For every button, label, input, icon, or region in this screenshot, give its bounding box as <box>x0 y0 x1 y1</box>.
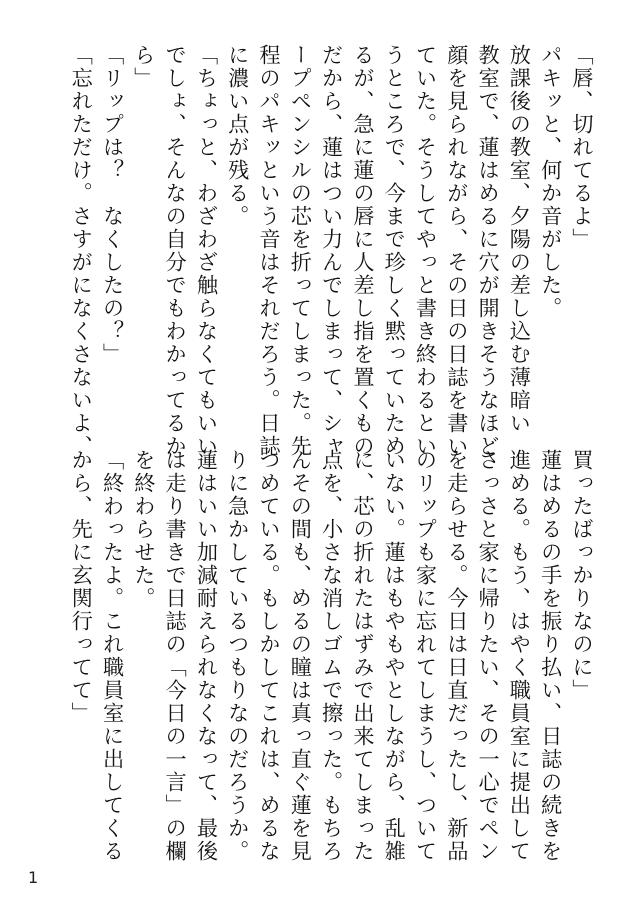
text-column: 蓮はいい加減耐えられなくなって、最後 <box>194 449 220 863</box>
text-column: だから、蓮はつい力んでしまって、シャ <box>319 44 345 458</box>
text-column: つめている。もしかしてこれは、めるな <box>257 449 283 863</box>
page-number: 1 <box>28 868 39 887</box>
text-block-bottom <box>66 449 598 863</box>
text-column: から、先に玄関行ってて」 <box>69 449 95 725</box>
text-column: を走らせる。今日は日直だったし、新品 <box>444 449 470 863</box>
text-column: 顔を見られながら、その日の日誌を書い <box>444 44 470 458</box>
text-column: 買ったばっかりなのに」 <box>570 449 595 702</box>
text-column: パキッと、何か音がした。 <box>538 44 564 320</box>
text-column: 点を、小さな消しゴムで擦った。もちろ <box>319 449 345 863</box>
text-column: ていた。そうしてやっと書き終わるとい <box>413 44 439 458</box>
text-column: 「終わったよ。これ職員室に出してくる <box>100 449 126 863</box>
text-column: 進める。もう、はやく職員室に提出して <box>507 449 533 863</box>
text-column: んその間も、めるの瞳は真っ直ぐ蓮を見 <box>288 449 314 863</box>
text-column: を終わらせた。 <box>131 449 157 610</box>
text-column: に濃い点が残る。 <box>225 44 251 228</box>
text-column: 教室で、蓮はめるに穴が開きそうなほど <box>476 44 502 458</box>
text-column: は走り書きで日誌の「今日の一言」の欄 <box>163 449 189 863</box>
text-column: 「唇、切れてるよ」 <box>570 44 595 251</box>
text-column: に、芯の折れたはずみで出来てしまった <box>350 449 376 863</box>
text-column: でしょ、そんなの自分でもわかってるか <box>163 44 189 458</box>
text-column: さっさと家に帰りたい、その一心でペン <box>476 449 502 863</box>
text-column: うところで、今まで珍しく黙っていため <box>382 44 408 458</box>
text-column: 程のパキッという音はそれだろう。日誌 <box>257 44 283 458</box>
text-column: ープペンシルの芯を折ってしまった。先 <box>288 44 314 458</box>
text-block-top <box>66 44 598 458</box>
text-column: 「ちょっと、わざわざ触らなくてもいい <box>194 44 220 458</box>
text-column: いない。蓮はもやもやとしながら、乱雑 <box>382 449 408 863</box>
text-column: 蓮はめるの手を振り払い、日誌の続きを <box>538 449 564 863</box>
text-column: のリップも家に忘れてしまうし、ついて <box>413 449 439 863</box>
text-column: るが、急に蓮の唇に人差し指を置くもの <box>350 44 376 458</box>
text-column: ら」 <box>131 44 157 90</box>
text-column: 「リップは？ なくしたの？」 <box>100 44 126 366</box>
text-column: りに急かしているつもりなのだろうか。 <box>225 449 251 863</box>
text-column: 放課後の教室、夕陽の差し込む薄暗い <box>507 44 533 435</box>
text-column: 「忘れただけ。さすがになくさないよ、 <box>69 44 95 458</box>
